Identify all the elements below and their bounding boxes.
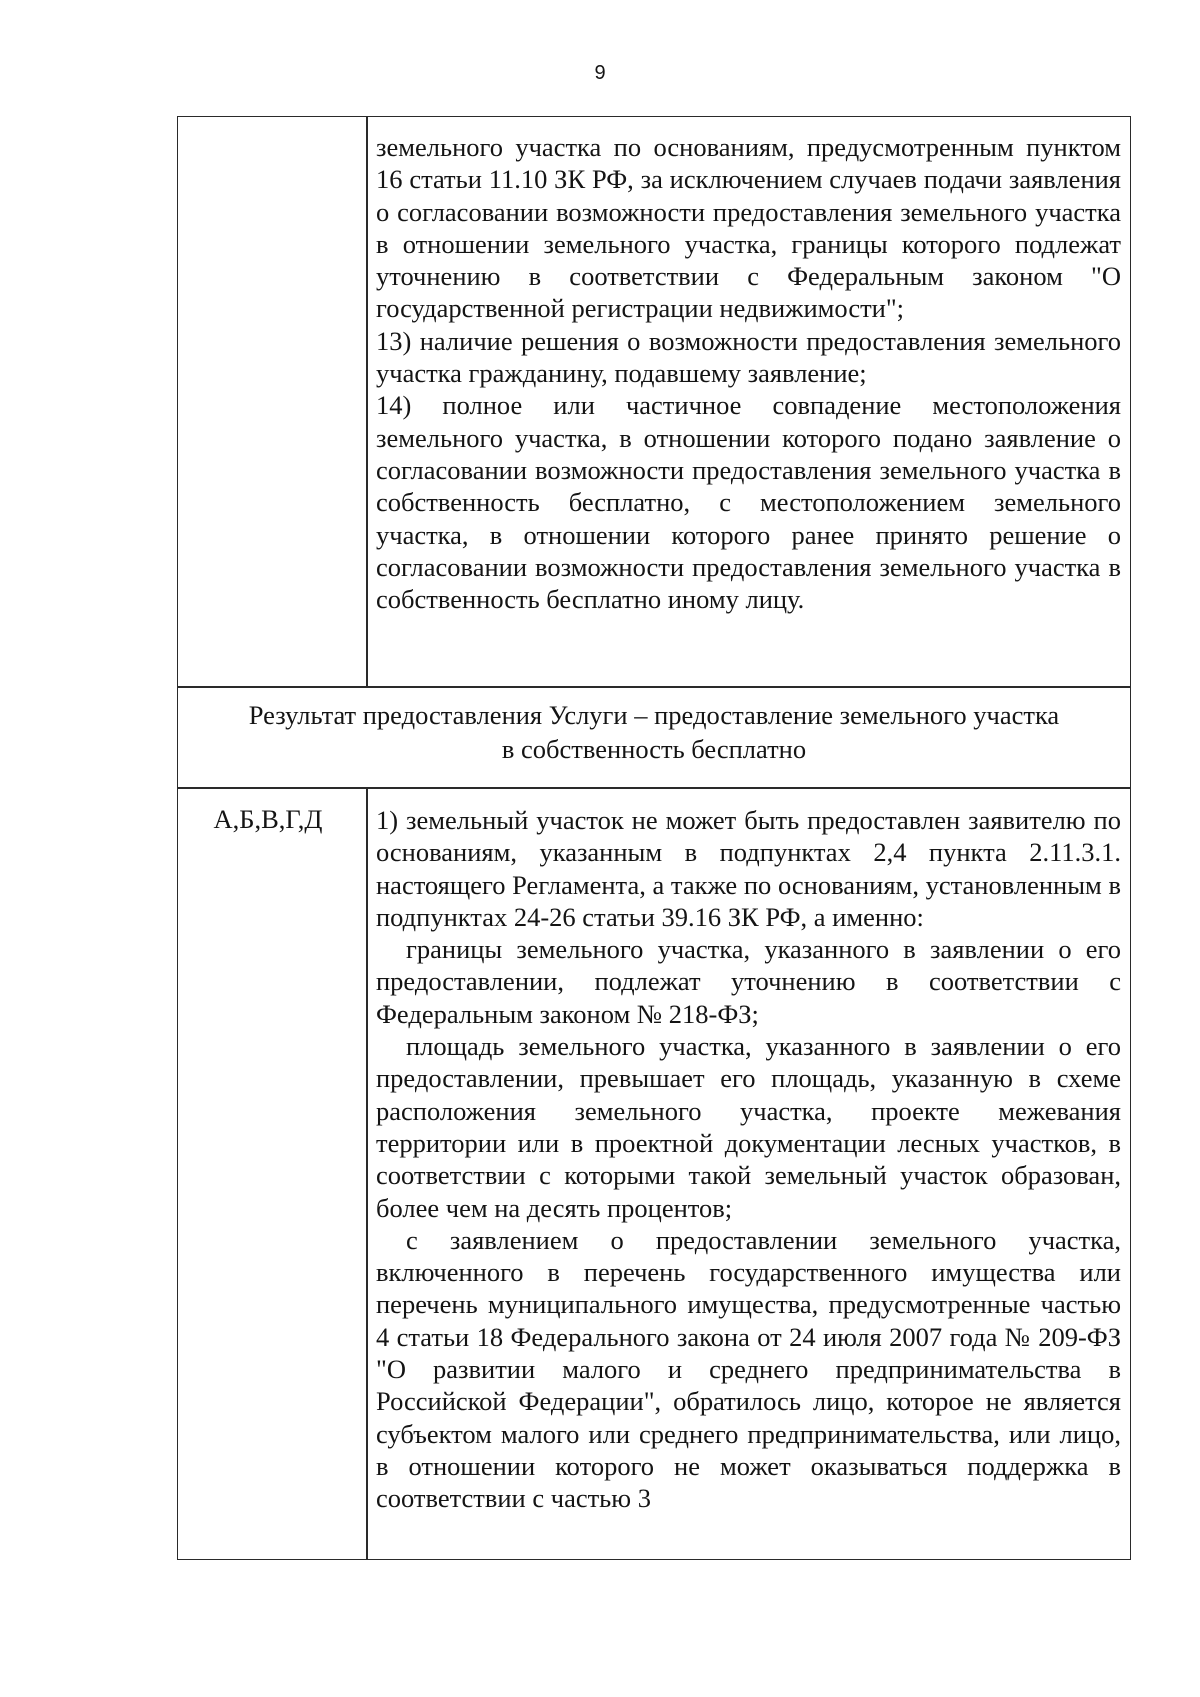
section-header-line-1: Результат предоставления Услуги – предоставление земельного участка [248,700,1060,730]
row-2-paragraph: 1) земельный участок не может быть предоставлен заявителю по основаниям, указанным в подпунктах 2,4 пункта 2.11.3.1. настоящего Регламента, а также по основаниям, установленным в подпунктах 24-26 статьи 39.16 ЗК РФ, а именно: [376,805,1121,932]
row-2-text-cell [376,804,1121,1515]
row-1-paragraph: 14) полное или частичное совпадение местоположения земельного участка, в отношении которого подано заявление о согласовании возможности предоставления земельного участка в собственность бесплатно, с местоположением земельного участка, в отношении которого ранее принято решение о согласовании возможности предоставления земельного участка в собственность бесплатно иному лицу. [376,390,1121,615]
row-2-paragraph: с заявлением о предоставлении земельного участка, включенного в перечень государственного имущества или перечень муниципального имущества, предусмотренные частью 4 статьи 18 Федерального закона от 24 июля 2007 года № 209-ФЗ "О развитии малого и среднего предпринимательства в Российской Федерации", обратилось лицо, которое не является субъектом малого или среднего предпринимательства, или лицо, в отношении которого не может оказываться поддержка в соответствии с частью 3 [376,1224,1121,1514]
row-1-text-cell [376,131,1121,615]
column-divider-row-2 [366,787,368,1560]
column-divider-row-1 [366,116,368,688]
row-2-paragraph: границы земельного участка, указанного в заявлении о его предоставлении, подлежат уточнению в соответствии с Федеральным законом № 218-ФЗ; [376,934,1121,1029]
section-header-line-2: в собственность бесплатно [501,734,807,764]
service-codes: А,Б,В,Г,Д [213,804,323,834]
section-header [178,698,1130,766]
row-2-paragraph: площадь земельного участка, указанного в заявлении о его предоставлении, превышает его площадь, указанную в схеме расположения земельного участка, проекте межевания территории или в проектной документации лесных участков, в соответствии с которыми такой земельный участок образован, более чем на десять процентов; [376,1031,1121,1223]
row-1-paragraph: 13) наличие решения о возможности предоставления земельного участка гражданину, подавшему заявление; [376,325,1121,389]
row-1-paragraph: земельного участка по основаниям, предусмотренным пунктом 16 статьи 11.10 ЗК РФ, за исключением случаев подачи заявления о согласовании возможности предоставления земельного участка в отношении земельного участка, границы которого подлежат уточнению в соответствии с Федеральным законом "О государственной регистрации недвижимости"; [376,132,1121,324]
page-number: 9 [594,62,606,84]
